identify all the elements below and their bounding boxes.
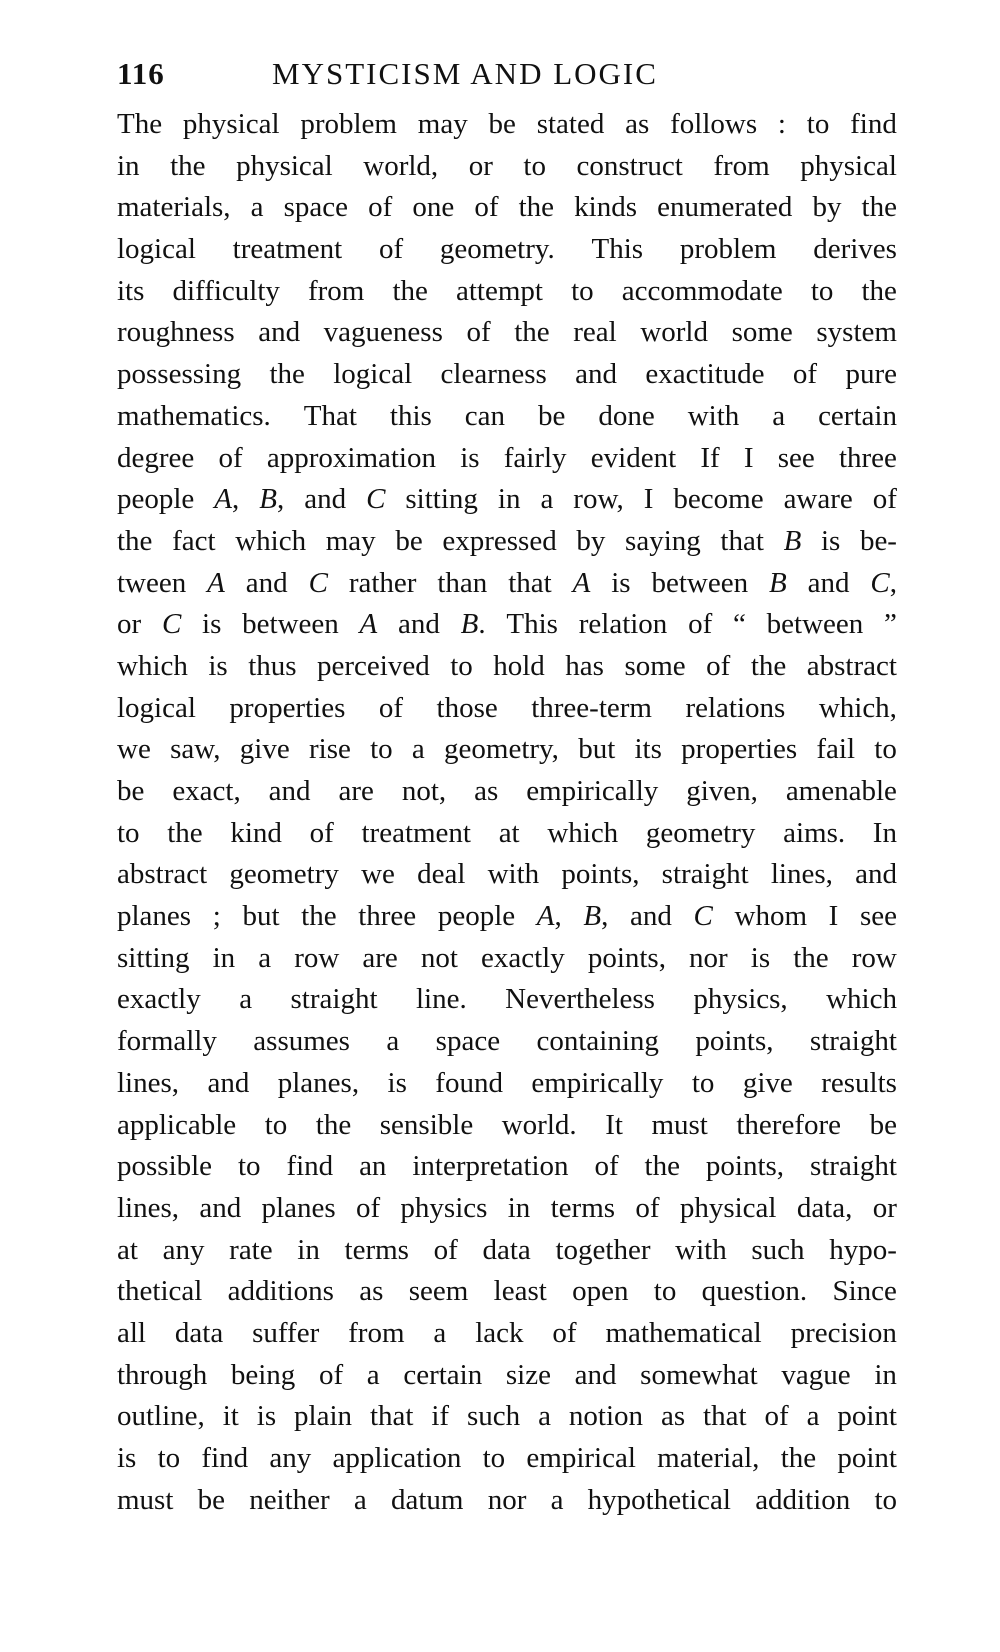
text-line: mathematics. That this can be done with a certain: [117, 399, 897, 432]
text-line: degree of approximation is fairly evident If I see three: [117, 441, 897, 474]
text-line: sitting in a row are not exactly points, nor is the row: [117, 941, 897, 974]
text-line: logical treatment of geometry. This problem derives: [117, 233, 897, 266]
text-line: in the physical world, or to construct from physical: [117, 149, 897, 182]
text-line: be exact, and are not, as empirically given, amenable: [117, 775, 897, 807]
text-line: or C is between A and B. This relation of “ between ”: [117, 608, 897, 641]
text-line: possessing the logical clearness and exactitude of pure: [117, 358, 897, 391]
book-page: [117, 50, 897, 1521]
text-line: exactly a straight line. Nevertheless physics, which: [117, 983, 897, 1016]
text-line: logical properties of those three-term relations which,: [117, 691, 897, 724]
text-line: the fact which may be expressed by saying that B is be-: [117, 524, 897, 557]
text-line: outline, it is plain that if such a notion as that of a point: [117, 1400, 897, 1433]
text-line: at any rate in terms of data together with such hypo-: [117, 1233, 897, 1266]
text-line: must be neither a datum nor a hypothetical addition to: [117, 1483, 897, 1516]
text-line: to the kind of treatment at which geometry aims. In: [117, 816, 897, 849]
text-line: roughness and vagueness of the real world some system: [117, 316, 897, 349]
text-line: lines, and planes of physics in terms of physical data, or: [117, 1191, 897, 1224]
text-line: possible to find an interpretation of the points, straight: [117, 1150, 897, 1183]
text-line: through being of a certain size and somewhat vague in: [117, 1358, 897, 1391]
body-text: [117, 104, 897, 1521]
text-line: formally assumes a space containing points, straight: [117, 1025, 897, 1058]
text-line: thetical additions as seem least open to question. Since: [117, 1275, 897, 1308]
text-line: planes ; but the three people A, B, and C whom I see: [117, 900, 897, 933]
running-title: MYSTICISM AND LOGIC: [272, 56, 658, 91]
text-line: lines, and planes, is found empirically to give results: [117, 1066, 897, 1099]
text-line: is to find any application to empirical material, the point: [117, 1442, 897, 1474]
text-line: its difficulty from the attempt to accommodate to the: [117, 274, 897, 307]
page-number: 116: [117, 56, 165, 91]
text-line: tween A and C rather than that A is between B and C,: [117, 566, 897, 599]
text-line: materials, a space of one of the kinds enumerated by the: [117, 191, 897, 224]
text-line: we saw, give rise to a geometry, but its properties fail to: [117, 733, 897, 766]
text-line: people A, B, and C sitting in a row, I become aware of: [117, 483, 897, 516]
text-line: all data suffer from a lack of mathematical precision: [117, 1316, 897, 1349]
text-line: The physical problem may be stated as follows : to find: [117, 108, 897, 140]
running-head: [117, 50, 897, 98]
text-line: which is thus perceived to hold has some of the abstract: [117, 649, 897, 682]
text-line: applicable to the sensible world. It must therefore be: [117, 1108, 897, 1141]
text-line: abstract geometry we deal with points, straight lines, and: [117, 858, 897, 891]
